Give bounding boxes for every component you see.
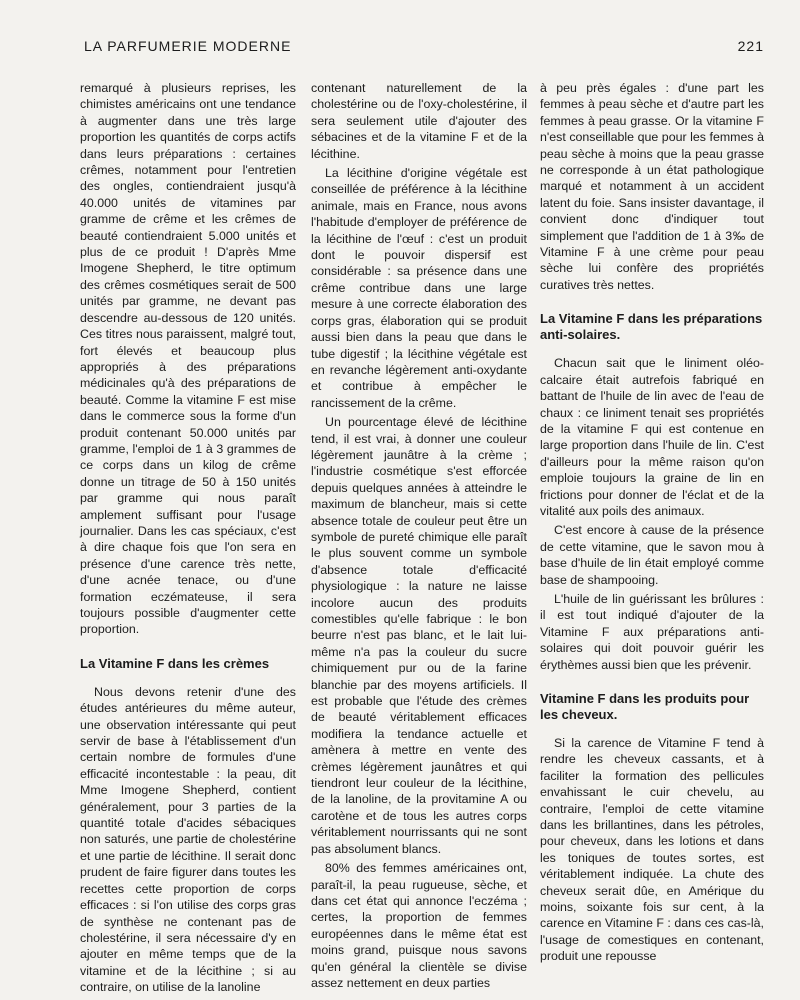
page-header [84, 38, 764, 58]
paragraph: C'est encore à cause de la présence de cette vitamine, que le savon mou à base d'huile de lin était employé comme base de shampooing. [540, 523, 764, 587]
paragraph: La lécithine d'origine végétale est conseillée de préférence à la lécithine animale, mais en France, nous avons l'habitude d'employer de préférence de la lécithine de l'œuf : c'est un produit dont le pouvoir dispersif est considérable : sa présence dans une crême contribue dans une large mesure à une correcte élaboration des corps gras, élaboration qui se produit aussi bien dans la peau que dans le tube digestif ; la lécithine végétale est en revanche légèrement anti-oxydante et contribue à empêcher le rancissement de la crême. [311, 166, 527, 410]
section-heading-hair: Vitamine F dans les produits pour les cheveux. [540, 691, 750, 722]
paragraph: L'huile de lin guérissant les brûlures : il est tout indiqué d'ajouter de la Vitamine F aux préparations anti-solaires qui doit pouvoir guérir les érythèmes aussi bien que les prévenir. [540, 591, 764, 672]
paragraph: Nous devons retenir d'une des études antérieures du même auteur, une observation intéressante qui peut servir de base à l'établissement d'un certain nombre de formules d'une efficacité incontestable : la peau, dit Mme Imogene Shepherd, contient généralement, pour 3 parties de la quantité totale d'acides sébaciques non saturés, une partie de cholestérine et une partie de lécithine. Il serait donc prudent de faire figurer dans toutes les recettes cette proportion de corps efficaces : si l'on utilise des corps gras de synthèse ne contenant pas de cholestérine, il sera nécessaire d'y en ajouter en même temps que de la vitamine et de la lécithine ; si au contraire, on utilise de la lanoline [80, 684, 296, 995]
paragraph: Si la carence de Vitamine F tend à rendre les cheveux cassants, et à faciliter la formation des pellicules envahissant le cuir chevelu, au contraire, l'emploi de cette vitamine dans les brillantines, dans les pétroles, pour cheveux, dans les lotions et dans les toniques de toutes sortes, est véritablement indiquée. La chute des cheveux serait dûe, en Amérique du moins, soixante fois sur cent, à la carence en Vitamine F : dans ces cas-là, l'usage de comestiques en contenant, produit une repousse [540, 736, 764, 964]
paragraph: remarqué à plusieurs reprises, les chimistes américains ont une tendance à augmenter dans une très large proportion les quantités de corps actifs dans leurs préparations : certaines crêmes, notamment pour l'entretien des ongles, contiendraient jusqu'à 40.000 unités de vitamines par gramme de crême et les crêmes de beauté contiendraient 5.000 unités et plus de ce produit ! D'après Mme Imogene Shepherd, le titre optimum des crêmes cosmétiques serait de 500 unités par gramme, ne devant pas descendre au-dessous de 120 unités. Ces titres nous paraissent, malgré tout, fort élevés et beaucoup plus appropriés à des préparations médicinales qu'à des préparations de beauté. Comme la vitamine F est mise dans le commerce sous la forme d'un produit contenant 50.000 unités par gramme, l'emploi de 1 à 3 grammes de ce corps dans un kilog de crême donne un titrage de 50 à 150 unités par gramme qui nous paraît amplement suffisant pour l'usage journalier. Dans les cas spéciaux, c'est à dire chaque fois que l'on sera en présence d'une carence très nette, d'une acnée tenace, ou d'une formation eczémateuse, il sera toujours possible d'augmenter cette proportion. [80, 81, 296, 637]
page-number: 221 [737, 38, 764, 54]
text-column-2 [311, 80, 527, 994]
section-heading-sunscreen: La Vitamine F dans les préparations anti-solaires. [540, 311, 763, 343]
paragraph: Chacun sait que le liniment oléo-calcaire était autrefois fabriqué en battant de l'huile de lin avec de l'eau de chaux : ce liniment tenait ses propriétés de la vitamine F qui est contenue en large proportion dans l'huile de lin. C'est d'ailleurs pour la même raison qu'on emploie toujours la graine de lin en frictions pour donner de l'éclat et de la vitalité aux poils des animaux. [540, 356, 764, 518]
paragraph: contenant naturellement de la cholestérine ou de l'oxy-cholestérine, il sera seulement utile d'ajouter des sébacines et de la vitamine F et de la lécithine. [311, 81, 527, 161]
paragraph: Un pourcentage élevé de lécithine tend, il est vrai, à donner une couleur légèrement jaunâtre à la crème ; l'industrie cosmétique s'est efforcée depuis quelques années à atteindre le maximum de blancheur, mais si cette absence totale de couleur peut être un symbole de pureté chimique elle paraît le plus souvent comme un symbole d'absence totale d'efficacité physiologique : la nature ne laisse incolore aucun des produits comestibles qu'elle fabrique : le bon beurre n'est pas blanc, et le lait lui-même n'a pas la couleur du sucre chimiquement pur ou de la farine blanchie par des moyens artificiels. Il est probable que l'étude des crèmes de beauté véritablement efficaces modifiera la tendance actuelle et amènera à mettre en vente des crèmes légèrement jaunâtres et qui tiendront leur couleur de la lécithine, de la lanoline, de la provitamine A ou carotène et de tous les autres corps véritablement nourrissants qui ne sont pas absolument blancs. [311, 415, 527, 856]
running-title: LA PARFUMERIE MODERNE [84, 38, 292, 54]
paragraph: 80% des femmes américaines ont, paraît-il, la peau rugueuse, sèche, et dans cet état qui annonce l'eczéma ; certes, la proportion de femmes européennes dans le même état est moins grand, puisque nous savons qu'en général la clientèle se divise assez nettement en deux parties [311, 861, 527, 990]
section-heading-creams: La Vitamine F dans les crèmes [80, 655, 270, 671]
text-column-3 [540, 80, 764, 968]
paragraph: à peu près égales : d'une part les femmes à peau sèche et d'autre part les femmes à peau grasse. Or la vitamine F n'est conseillable que pour les femmes à peau sèche à moins que la peau grasse ne corresponde à un état pathologique marqué et notamment à un accident latent du foie. Sans insister davantage, il convient donc d'indiquer tout simplement que l'addition de 1 à 3‰ de Vitamine F à une crème pour peau sèche lui confère des propriétés curatives très nettes. [540, 81, 764, 292]
text-column-1 [80, 80, 296, 999]
